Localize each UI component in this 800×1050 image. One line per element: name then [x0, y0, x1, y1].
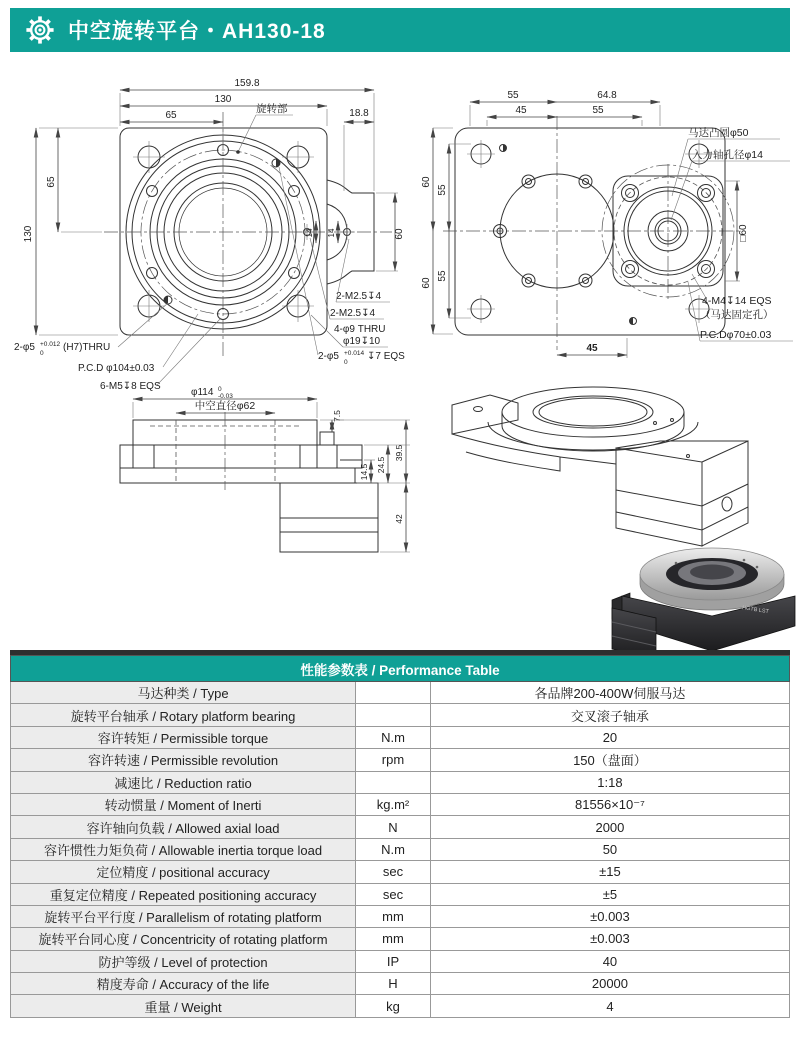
table-row: [11, 905, 790, 927]
dim-14-5: 14.5: [359, 463, 369, 481]
dim-55-top2: 55: [592, 105, 604, 116]
ann-m4-note: （马达固定孔）: [700, 309, 774, 321]
cell-label: 旋转平台轴承 / Rotary platform bearing: [11, 704, 356, 726]
cell-value: 各品牌200-400W伺服马达: [430, 682, 789, 704]
ann-pin-left-post: (H7)THRU: [63, 342, 111, 353]
table-row: [11, 682, 790, 704]
dim-tab-height: 60: [394, 228, 405, 240]
cell-unit: H: [356, 973, 431, 995]
ann-motor-boss: 马达凸圆φ50: [688, 127, 749, 139]
cell-value: ±0.003: [430, 928, 789, 950]
cell-value: 20: [430, 726, 789, 748]
ann-m25-a: 2-M2.5↧4: [336, 291, 382, 302]
cell-value: 1:18: [430, 771, 789, 793]
cell-label: 旋转平台平行度 / Parallelism of rotating platform: [11, 905, 356, 927]
dim-phi114-pre: φ114: [191, 387, 214, 398]
dim-45-top: 45: [515, 105, 527, 116]
table-row: [11, 704, 790, 726]
label-hollow-dia: 中空直径φ62: [194, 400, 256, 412]
dim-half-height: 65: [46, 176, 57, 188]
photo-brand-label: HGTB LST: [741, 605, 770, 616]
cell-value: 40: [430, 950, 789, 972]
ann-m25-b: 2-M2.5↧4: [330, 308, 376, 319]
page-title: 中空旋转平台・AH130-18: [68, 20, 326, 43]
side-view-drawing: [120, 386, 410, 552]
label-square-60: □60: [738, 224, 749, 242]
ann-6m5: 6-M5↧8 EQS: [100, 381, 161, 392]
table-title: 性能参数表 / Performance Table: [11, 656, 790, 682]
technical-drawings: [0, 60, 800, 650]
cell-value: 20000: [430, 973, 789, 995]
side-dimensions: [133, 386, 410, 552]
table-row: [11, 883, 790, 905]
dim-hole-offset-b: 14: [327, 228, 336, 238]
dim-64-8: 64.8: [597, 90, 617, 101]
rotating-part-text: 旋转部: [256, 103, 288, 115]
table-row: [11, 749, 790, 771]
product-photo: [612, 548, 795, 650]
cell-unit: N.m: [356, 726, 431, 748]
cell-unit: kg.m²: [356, 793, 431, 815]
ann-pin-right-sub: 0: [344, 359, 348, 366]
cell-label: 旋转平台同心度 / Concentricity of rotating platform: [11, 928, 356, 950]
ann-4phi9: 4-φ9 THRU: [334, 324, 386, 335]
dim-55-left-lower: 55: [437, 270, 448, 282]
ann-shaft-hole: 入力轴孔径φ14: [692, 149, 763, 161]
cell-value: 150（盘面）: [430, 749, 789, 771]
cell-label: 精度寿命 / Accuracy of the life: [11, 973, 356, 995]
cell-unit: [356, 704, 431, 726]
cell-unit: sec: [356, 883, 431, 905]
performance-table: [10, 655, 790, 1018]
table-row: [11, 838, 790, 860]
ann-pin-left-pre: 2-φ5: [14, 342, 35, 353]
dim-24-5: 24.5: [376, 456, 386, 474]
cell-value: ±0.003: [430, 905, 789, 927]
ann-pin-right-pre: 2-φ5: [318, 351, 339, 362]
dim-body-height: 130: [23, 225, 34, 243]
ann-pcd70: P.C.Dφ70±0.03: [700, 329, 772, 341]
table-row: [11, 950, 790, 972]
cell-unit: IP: [356, 950, 431, 972]
dim-39-5: 39.5: [394, 444, 404, 462]
cell-unit: sec: [356, 861, 431, 883]
cell-unit: [356, 682, 431, 704]
cell-value: ±15: [430, 861, 789, 883]
isometric-view-drawing: [452, 387, 748, 546]
cell-label: 容许转矩 / Permissible torque: [11, 726, 356, 748]
cell-value: ±5: [430, 883, 789, 905]
cell-value: 4: [430, 995, 789, 1017]
dim-45-bottom: 45: [586, 343, 598, 354]
cell-label: 重量 / Weight: [11, 995, 356, 1017]
table-row: [11, 726, 790, 748]
cell-value: 2000: [430, 816, 789, 838]
ann-pcd104: P.C.D φ104±0.03: [78, 363, 155, 374]
dim-phi114-sub: -0.03: [218, 393, 233, 400]
ann-pin-right-post: ↧7 EQS: [367, 351, 405, 362]
dim-42: 42: [394, 514, 404, 524]
ann-phi19: φ19↧10: [343, 336, 381, 347]
dim-tab-width: 18.8: [349, 108, 369, 119]
cell-unit: rpm: [356, 749, 431, 771]
ann-pin-left-sup: +0.012: [40, 341, 61, 348]
cell-unit: kg: [356, 995, 431, 1017]
performance-table-body: [11, 682, 790, 1018]
cell-label: 减速比 / Reduction ratio: [11, 771, 356, 793]
cell-value: 交叉滚子轴承: [430, 704, 789, 726]
cell-unit: mm: [356, 928, 431, 950]
cell-label: 防护等级 / Level of protection: [11, 950, 356, 972]
dim-55-top: 55: [507, 90, 519, 101]
rear-view-drawing: [421, 90, 793, 358]
dim-phi114-sup: 0: [218, 386, 222, 393]
table-row: [11, 928, 790, 950]
dim-total-width: 159.8: [234, 78, 260, 89]
ann-m4: 4-M4↧14 EQS: [702, 295, 772, 307]
dim-55-left-upper: 55: [437, 184, 448, 196]
ann-pin-left-sub: 0: [40, 350, 44, 357]
dim-hole-offset-a: 14: [305, 228, 314, 238]
cell-unit: mm: [356, 905, 431, 927]
cell-label: 容许转速 / Permissible revolution: [11, 749, 356, 771]
gear-icon: [24, 14, 56, 46]
cell-value: 50: [430, 838, 789, 860]
performance-table-section: [10, 650, 790, 1018]
cell-label: 定位精度 / positional accuracy: [11, 861, 356, 883]
table-row: [11, 793, 790, 815]
cell-value: 81556×10⁻⁷: [430, 793, 789, 815]
cell-label: 容许轴向负载 / Allowed axial load: [11, 816, 356, 838]
cell-unit: [356, 771, 431, 793]
front-view-drawing: [14, 78, 405, 392]
dim-60-left-lower: 60: [421, 277, 432, 289]
dim-60-left-upper: 60: [421, 176, 432, 188]
corner-holes: [133, 141, 314, 322]
cell-unit: N.m: [356, 838, 431, 860]
table-row: [11, 973, 790, 995]
ann-pin-right-sup: +0.014: [344, 350, 365, 357]
cell-label: 转动惯量 / Moment of Inerti: [11, 793, 356, 815]
cell-unit: N: [356, 816, 431, 838]
table-row: [11, 995, 790, 1017]
table-row: [11, 771, 790, 793]
dim-7-5: 7.5: [332, 410, 342, 422]
cell-label: 容许惯性力矩负荷 / Allowable inertia torque load: [11, 838, 356, 860]
cell-label: 马达种类 / Type: [11, 682, 356, 704]
cell-label: 重复定位精度 / Repeated positioning accuracy: [11, 883, 356, 905]
table-row: [11, 816, 790, 838]
page-header: [10, 8, 790, 52]
dim-body-width: 130: [214, 94, 232, 105]
table-row: [11, 861, 790, 883]
dim-half-width: 65: [165, 110, 177, 121]
